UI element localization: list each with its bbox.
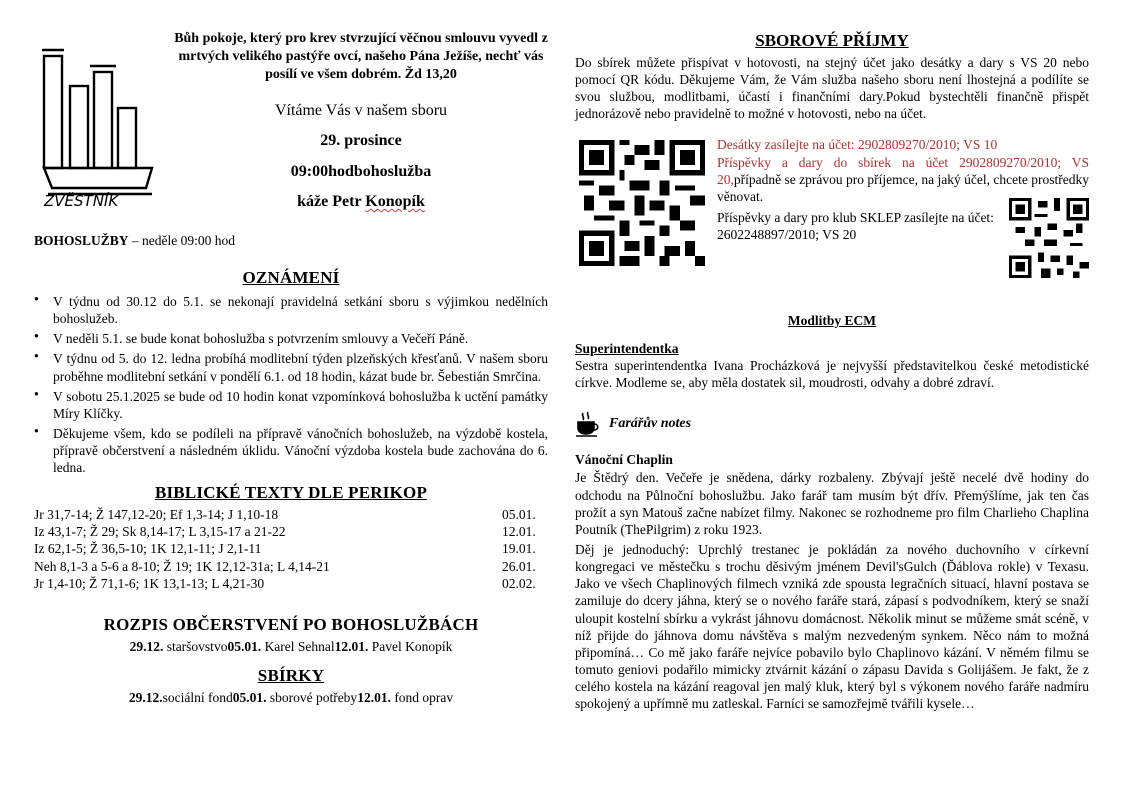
refresh-who: staršovstvo: [163, 638, 228, 654]
preacher-prefix: káže Petr: [297, 193, 366, 211]
collections-title: SBÍRKY: [257, 665, 325, 685]
welcome-text: Vítáme Vás v našem sboru: [274, 102, 448, 119]
refresh-who: Pavel Konopík: [368, 638, 453, 654]
qr-code-sklep-icon[interactable]: [1009, 198, 1089, 278]
welcome-block: [174, 96, 548, 218]
service-time: 09:00hodbohoslužba: [290, 162, 432, 180]
announcement-item: ● V neděli 5.1. se bude konat bohoslužba s potvrzením smlouvy a Večeří Páně.: [34, 330, 548, 347]
pericope-text: Jr 31,7-14; Ž 147,12-20; Ef 1,3-14; J 1,10-18: [34, 507, 279, 523]
refresh-date: 12.01.: [334, 638, 369, 654]
income-title: SBOROVÉ PŘÍJMY: [755, 31, 909, 50]
preacher-line: [174, 187, 548, 217]
refresh-date: 29.12.: [129, 638, 164, 654]
prayers-text: Sestra superintendentka Ivana Procházková je nejvyšší představitelkou české metodistické církve. Modleme se, aby měla dostatek sil, moudrosti, odvahy a dobré zdraví.: [575, 357, 1089, 390]
announcements-list: [34, 293, 548, 476]
collection-date: 12.01.: [357, 689, 391, 705]
pericope-date: 26.01.: [502, 558, 536, 574]
collection-purpose: sborové potřeby: [266, 689, 358, 705]
income-intro: Do sbírek můžete přispívat v hotovosti, na stejný účet jako desátky a dary s VS 20 nebo pomocí QR kódu. Děkujeme Vám, že Vám služba našeho sboru není lhostejná a podílíte se svou službou, modlitbami, účastí i finančními dary.Pokud bystechtěli finančně přispět jednorázově nebo pravidelně to možné v hotovosti, nebo na účet.: [575, 54, 1089, 122]
table-row: [34, 575, 548, 592]
pericope-text: Neh 8,1-3 a 5-6 a 8-10; Ž 19; 1K 12,12-31a; L 4,14-21: [34, 558, 330, 574]
refreshments-line: [34, 638, 548, 655]
right-column: [575, 30, 1089, 712]
table-row: [34, 506, 548, 523]
logo-text: ZVĚSTNÍK: [44, 192, 119, 208]
services-line: [34, 232, 548, 249]
collection-purpose: sociální fond: [162, 689, 233, 705]
table-row: [34, 540, 548, 557]
refresh-date: 05.01.: [227, 638, 262, 654]
pericope-text: Iz 43,1-7; Ž 29; Sk 8,14-17; L 3,15-17 a 21-22: [34, 524, 286, 540]
pericope-text: Jr 1,4-10; Ž 71,1-6; 1K 13,1-13; L 4,21-30: [34, 575, 265, 591]
pericopes-table: [34, 506, 548, 592]
announcement-item: ● V týdnu od 5. do 12. ledna probíhá modlitební týden plzeňských křesťanů. V našem sboru proběhne modlitební setkání v pondělí 6.1. od 18 hodin, kázat bude br. Šebestián Smrčina.: [34, 350, 548, 384]
collection-purpose: fond oprav: [390, 689, 454, 705]
accounts-block: [575, 136, 1089, 306]
notes-heading: Vánoční Chaplin: [575, 452, 673, 468]
pericope-date: 12.01.: [502, 524, 536, 540]
prayers-title: Modlitby ECM: [787, 313, 877, 329]
announcement-item: ● V týdnu od 30.12 do 5.1. se nekonají pravidelná setkání sboru s výjimkou nedělních bohoslužeb.: [34, 293, 548, 327]
refresh-who: Karel Sehnal: [261, 638, 335, 654]
pericope-date: 05.01.: [502, 507, 536, 523]
service-date: 29. prosince: [320, 132, 402, 150]
gifts-account: [717, 154, 1089, 205]
bible-verse: Bůh pokoje, který pro krev stvrzující věčnou smlouvu vyvedl z mrtvých velikého pastýře ovcí, našeho Pána Ježíše, nechť vás posílí ve všem dobrém. Žd 13,20: [174, 31, 548, 83]
header: [34, 30, 548, 230]
church-logo: [34, 38, 164, 208]
notes-header: [575, 411, 1089, 437]
left-column: [34, 30, 548, 706]
notes-paragraph: Děj je jednoduchý: Uprchlý trestanec je pokládán za nového duchovního v církevní kongregaci ve městečku s trochu děsivým jménem Devil'sGulch (Ďáblova rokle) v Texasu. Jako ve všech Chaplinových filmech vzniká zde spousta legračních situací, hlavní postava se zamiluje do dcery jáhna, který se o nového faráře stará, zápasí s podvodníkem, který se snaží uloupit kostelní sbírku a vykrást jáhnovu domácnost. Několik minut se můžeme smát scéně, v níž přijde do jáhnova domu návštěva s malým nezvedeným synkem. Něco nám to možná připomíná… Co mě jako faráře nejvíce pobavilo bylo Chaplinovo kázání. V němém filmu se tomuto geniovi podařilo mimicky ztvárnit kázání o zápasu Davida s Golijášem. Je fakt, že z celého kostela na kázání reagoval jen malý kluk, který byl s výkonem nového faráře nadmíru spokojený a upřímně mu zatleskal. Farníci se samozřejmě tvářili kysele…: [575, 541, 1089, 712]
notes-paragraph: Je Štědrý den. Večeře je snědena, dárky rozbaleny. Zbývají ještě necelé dvě hodiny do odchodu na Půlnoční bohoslužbu. Jako farář tam musím být dřív. Přemýšlíme, jak ten čas prožít a syn Matouš začne nabízet filmy. Nakonec se rozhodneme pro film Charlieho Chaplina Poutník (ThePilgrim) z roku 1923.: [575, 470, 1089, 537]
collections-line: [34, 689, 548, 706]
pericopes-title: BIBLICKÉ TEXTY DLE PERIKOP: [154, 483, 428, 503]
table-row: [34, 523, 548, 540]
gifts-account-red: Příspěvky a dary do sbírek na účet 2902809270/2010; VS 20,: [717, 154, 1089, 187]
collection-date: 29.12.: [128, 689, 163, 705]
announcement-item: ● Děkujeme všem, kdo se podíleli na přípravě vánočních bohoslužeb, na výzdobě kostela, přípravě občerstvení a následném úklidu. Vánoční výzdoba kostela bude zachována do 6. ledna.: [34, 425, 548, 476]
announcement-item: ● V sobotu 25.1.2025 se bude od 10 hodin konat vzpomínková bohoslužba k uctění památky Míry Klíčky.: [34, 388, 548, 422]
pericope-date: 19.01.: [502, 541, 536, 557]
refreshments-title: ROZPIS OBČERSTVENÍ PO BOHOSLUŽBÁCH: [103, 614, 479, 634]
sklep-account: Příspěvky a dary pro klub SKLEP zasílejte na účet: 2602248897/2010; VS 20: [717, 210, 994, 243]
qr-code-icon[interactable]: [579, 140, 705, 266]
coffee-cup-icon: [575, 411, 603, 437]
tithes-account: Desátky zasílejte na účet: 2902809270/2010; VS 10: [717, 137, 998, 153]
services-label: BOHOSLUŽBY: [34, 233, 129, 248]
pericope-date: 02.02.: [502, 575, 536, 591]
preacher-name: Konopík: [365, 193, 425, 211]
notes-title: Farářův notes: [609, 416, 692, 432]
pericope-text: Iz 62,1-5; Ž 36,5-10; 1K 12,1-11; J 2,1-11: [34, 541, 262, 557]
gifts-account-note: případně se zprávou pro příjemce, na jaký účel, chcete prostředky věnovat.: [717, 171, 1089, 204]
services-text: – neděle 09:00 hod: [128, 233, 236, 248]
table-row: [34, 558, 548, 575]
prayers-subtitle: Superintendentka: [575, 340, 679, 356]
collection-date: 05.01.: [232, 689, 267, 705]
announcements-title: OZNÁMENÍ: [242, 268, 340, 288]
